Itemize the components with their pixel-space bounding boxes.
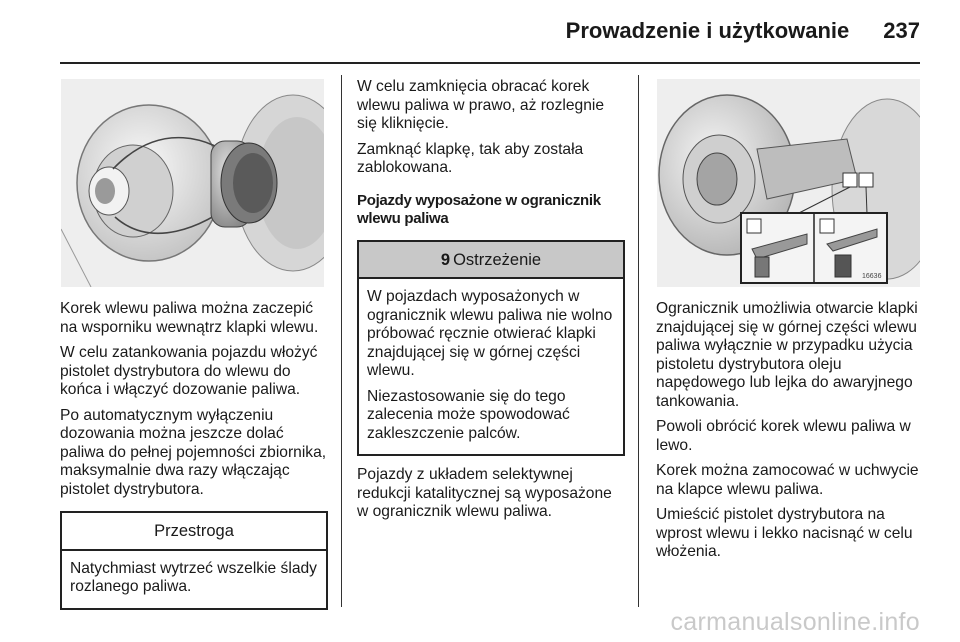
column-divider-left bbox=[341, 75, 342, 607]
caution-text: Natychmiast wytrzeć wszelkie ślady rozlanego paliwa. bbox=[70, 559, 317, 595]
paragraph: Powoli obrócić korek wlewu paliwa w lewo. bbox=[656, 418, 911, 454]
warning-box bbox=[357, 240, 625, 457]
fuel-cap-illustration bbox=[61, 79, 324, 287]
warning-text: W pojazdach wyposażonych w ogranicznik wlewu paliwa nie wolno próbować ręcznie otwierać klapki znajdującej się w górnej części wlewu. bbox=[367, 288, 613, 379]
caution-title: Przestroga bbox=[62, 513, 326, 551]
paragraph: Korek można zamocować w uchwycie na klapce wlewu paliwa. bbox=[656, 462, 919, 498]
caution-box bbox=[60, 511, 328, 610]
paragraph: Po automatycznym wyłączeniu dozowania można jeszcze dolać paliwa do pełnej pojemności zbiornika, maksymalnie dwa razy włączając pistolet dystrybutora. bbox=[60, 406, 327, 498]
warning-title: Ostrzeżenie bbox=[453, 250, 542, 269]
paragraph: Umieścić pistolet dystrybutora na wprost wlewu i lekko nacisnąć w celu włożenia. bbox=[656, 506, 913, 560]
column-middle bbox=[357, 78, 625, 529]
page-header bbox=[0, 18, 920, 44]
figure-code: 16636 bbox=[862, 273, 882, 280]
column-right bbox=[656, 300, 924, 569]
section-subheading: Pojazdy wyposażone w ogranicznik wlewu paliwa bbox=[357, 191, 601, 227]
paragraph: Ogranicznik umożliwia otwarcie klapki znajdującej się w górnej części wlewu paliwa wyłącznie w przypadku użycia pistoletu dystrybutora oleju napędowego lub lejka do awaryjnego tankowania. bbox=[656, 300, 918, 410]
page-title: Prowadzenie i użytkowanie bbox=[565, 18, 850, 43]
paragraph: Zamknąć klapkę, tak aby została zablokowana. bbox=[357, 140, 584, 176]
site-watermark: carmanualsonline.info bbox=[670, 608, 920, 636]
fuel-restrictor-illustration bbox=[657, 79, 920, 287]
column-divider-right bbox=[638, 75, 639, 607]
paragraph: W celu zamknięcia obracać korek wlewu paliwa w prawo, aż rozlegnie się kliknięcie. bbox=[357, 78, 605, 132]
page-number: 237 bbox=[883, 18, 920, 43]
warning-icon: 9 bbox=[440, 250, 451, 269]
warning-header bbox=[359, 242, 623, 280]
paragraph: Korek wlewu paliwa można zaczepić na wsporniku wewnątrz klapki wlewu. bbox=[60, 300, 319, 336]
warning-text: Niezastosowanie się do tego zalecenia może spowodować zakleszczenie palców. bbox=[367, 387, 570, 442]
paragraph: W celu zatankowania pojazdu włożyć pistolet dystrybutora do wlewu do końca i włączyć dozowanie paliwa. bbox=[60, 344, 318, 398]
column-left bbox=[60, 300, 328, 620]
header-rule bbox=[60, 62, 920, 64]
paragraph: Pojazdy z układem selektywnej redukcji katalitycznej są wyposażone w ogranicznik wlewu paliwa. bbox=[357, 466, 612, 520]
